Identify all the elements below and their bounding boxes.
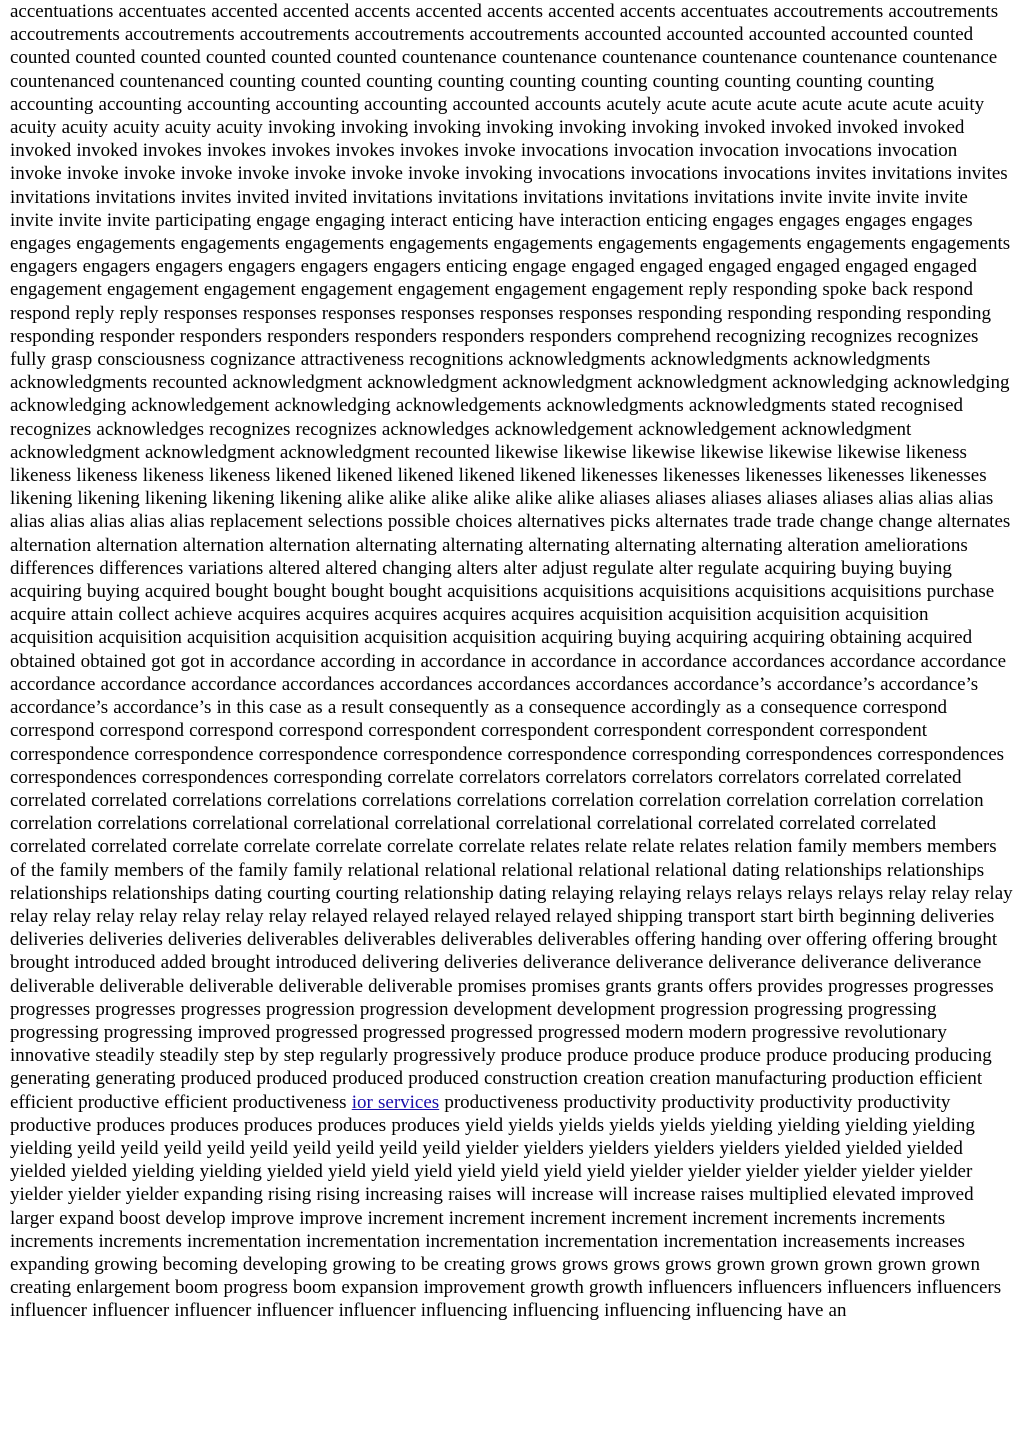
paragraph-text-after-link: productiveness productivity productivity productivity productivity productive produces produces produces produces produces yield yields yields yields yields yielding yielding yielding yielding yielding yeild yeild yeild yeild yeild yeild yeild yeild yeild yielder yielders yielders yielders yielders yielded yielded yielded yielded yielded yielding yielding yielded yield yield yield yield yield yield yield yielder yielder yielder yielder yielder yielder yielder yielder yielder expanding rising rising increasing raises will increase will increase raises multiplied elevated improved larger expand boost develop improve improve increment increment increment increment increment increments increments increments increments incrementation incrementation incrementation incrementation incrementation increasements increases expanding growing becoming developing growing to be creating grows grows grows grows grown grown grown grown grown creating enlargement boom progress boom expansion improvement growth growth influencers influencers influencers influencers influencer influencer influencer influencer influencer influencing influencing influencing influencing have an (10, 1091, 1002, 1322)
ior-services-link[interactable]: ior services (351, 1091, 440, 1113)
body-paragraph (10, 0, 1014, 1323)
paragraph-text-before-link: accentuations accentuates accented accented accents accented accents accented accents accentuates accoutrements accoutrements accoutrements accoutrements accoutrements accoutrements accoutrements accounted accounted accounted accounted counted counted counted counted counted counted counted countenance countenance countenance countenance countenance countenance countenanced countenanced counting counted counting counting counting counting counting counting counting counting accounting accounting accounting accounting accounting accounted accounts acutely acute acute acute acute acute acute acuity acuity acuity acuity acuity acuity invoking invoking invoking invoking invoking invoking invoked invoked invoked invoked invoked invoked invokes invokes invokes invokes invokes invoke invocations invocation invocation invocations invocation invoke invoke invoke invoke invoke invoke invoke invoke invoking invocations invocations invocations invites invitations invites invitations invitations invites invited invited invitations invitations invitations invitations invitations invite invite invite invite invite invite invite participating engage engaging interact enticing have interaction enticing engages engages engages engages engages engagements engagements engagements engagements engagements engagements engagements engagements engagements engagers engagers engagers engagers engagers engagers enticing engage engaged engaged engaged engaged engaged engaged engagement engagement engagement engagement engagement engagement engagement reply responding spoke back respond respond reply reply responses responses responses responses responses responses responding responding responding responding responding responder responders responders responders responders responders comprehend recognizing recognizes recognizes fully grasp consciousness cognizance attractiveness recognitions acknowledgments acknowledgments acknowledgments acknowledgments recounted acknowledgment acknowledgment acknowledgment acknowledgment acknowledging acknowledging acknowledging acknowledgement acknowledging acknowledgements acknowledgments acknowledgments stated recognised recognizes acknowledges recognizes recognizes acknowledges acknowledgement acknowledgement acknowledgment acknowledgment acknowledgment acknowledgment recounted likewise likewise likewise likewise likewise likewise likeness likeness likeness likeness likeness likened likened likened likened likened likenesses likenesses likenesses likenesses likenesses likening likening likening likening likening alike alike alike alike alike alike aliases aliases aliases aliases aliases alias alias alias alias alias alias alias alias replacement selections possible choices alternatives picks alternates trade trade change change alternates alternation alternation alternation alternation alternating alternating alternating alternating alternating alteration ameliorations differences differences variations altered altered changing alters alter adjust regulate alter regulate acquiring buying buying acquiring buying acquired bought bought bought bought acquisitions acquisitions acquisitions acquisitions acquisitions purchase acquire attain collect achieve acquires acquires acquires acquires acquires acquisition acquisition acquisition acquisition acquisition acquisition acquisition acquisition acquisition acquisition acquiring buying acquiring acquiring obtaining acquired obtained obtained got got in accordance according in accordance in accordance in accordance accordances accordance accordance accordance accordance accordance accordances accordances accordances accordances accordance’s accordance’s accordance’s accordance’s accordance’s in this case as a result consequently as a consequence accordingly as a consequence correspond correspond correspond correspond correspond correspondent correspondent correspondent correspondent correspondent correspondence correspondence correspondence correspondence correspondence corresponding correspondences correspondences correspondences correspondences corresponding correlate correlators correlators correlators correlators correlated correlated correlated correlated correlations correlations correlations correlations correlation correlation correlation correlation correlation correlation correlations correlational correlational correlational correlational correlational correlated correlated correlated correlated correlated correlate correlate correlate correlate correlate relates relate relate relates relation family members members of the family members of the family family relational relational relational relational relational dating relationships relationships relationships relationships dating courting courting relationship dating relaying relaying relays relays relays relays relay relay relay relay relay relay relay relay relay relay relayed relayed relayed relayed relayed shipping transport start birth beginning deliveries deliveries deliveries deliveries deliverables deliverables deliverables deliverables offering handing over offering offering brought brought introduced added brought introduced delivering deliveries deliverance deliverance deliverance deliverance deliverance deliverable deliverable deliverable deliverable deliverable promises promises grants grants offers provides progresses progresses progresses progresses progresses progression progression development development progression progressing progressing progressing progressing improved progressed progressed progressed progressed modern modern progressive revolutionary innovative steadily steadily step by step regularly progressively produce produce produce produce produce producing producing generating generating produced produced produced produced construction creation creation manufacturing production efficient efficient productive efficient productiveness (10, 1, 1013, 1113)
